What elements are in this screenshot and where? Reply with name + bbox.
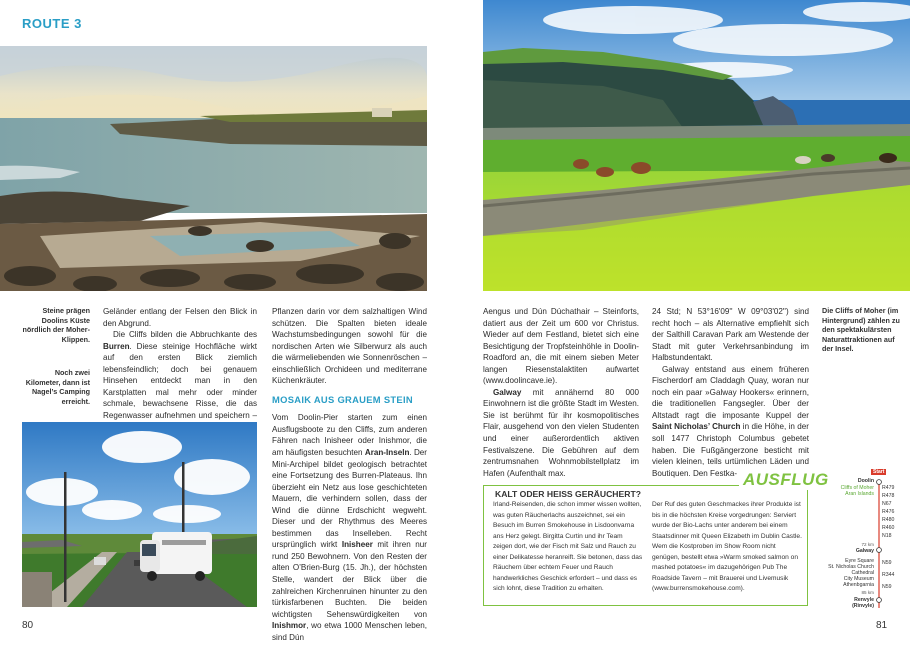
paragraph: Vom Doolin-Pier starten zum einen Ausflugsboote zu den Cliffs, zum anderen Fähren nach Inisheer oder Inishmor, die am häufigsten besuchten Aran-Inseln. Der Mini-Archipel bildet geologisch betrachtet eine Fortsetzung des Burren-Plateaus. Ihn überzieht ein Netz aus lose geschichteten Mauern, die verhindern sollen, dass der Wind die dünne Erdschicht wegweht. Dieser und der Rhythmus des Meeres bestimmen das Inselleben. Recht ursprünglich wirkt Inisheer mit ihren nur rund 250 Bewohnern. Von den Resten der alten O’Brien-Burg (15. Jh.), der höchsten Stelle, wandert der Blick über die zahlreichen Kirchenruinen hinunter zu den türkisfarbenen Buchten. Die beiden wichtigsten Sehenswürdigkeiten von Inishmor, wo etwa 1000 Menschen leben, sind Dún bbox=[272, 413, 427, 642]
page-number-left: 80 bbox=[22, 620, 34, 631]
route-road: R476 bbox=[882, 509, 895, 515]
cliffs-of-moher-image bbox=[483, 0, 910, 291]
route-road: N59 bbox=[882, 584, 892, 590]
paragraph: Galway mit annähernd 80 000 Einwohnern ist die größte Stadt im Westen. Sie ist berühmt für ihr kosmopolitisches Flair, ausgehend von den vielen Studenten und einer außerordentlich aktiven Festivalszene. Die Gebühren auf dem zentrumsnahen Wohnmobilstellplatz im Hafen (Aufenthalt max. bbox=[483, 387, 639, 478]
route-sight: St. Nicholas Church bbox=[828, 564, 874, 570]
road-camper-photo bbox=[22, 422, 257, 607]
section-heading: MOSAIK AUS GRAUEM STEIN bbox=[272, 393, 413, 405]
route-sight: Cathedral bbox=[851, 570, 874, 576]
paragraph: 24 Std; N 53°16'09'' W 09°03'02'') sind recht hoch – als Alternative empfiehlt sich der Salthill Caravan Park am Westende der Stadt mit guter Verkehrsanbindung im Halbstundentakt. bbox=[652, 307, 809, 363]
cliffs-of-moher-photo bbox=[483, 0, 910, 291]
route-map bbox=[828, 468, 895, 618]
route-stop-doolin: Doolin bbox=[857, 478, 874, 484]
box-text-right: Der Ruf des guten Geschmackes ihrer Produkte ist bis in die höchsten Kreise vorgedrungen: Serviert wurde der Bio-Lachs unter anderem bei einem Staatsdinner mit Queen Elizabeth im Dublin Castle. Wem die Kostproben im Show Room nicht genügen, bestellt etwa »Warm smoked salmon on mashed potatoes« im dazugehörigen Pub The Roadside Tavern – mit Brauerei und Livemusik (www.burrensmokehouse.com). bbox=[652, 501, 802, 592]
route-road: R344 bbox=[882, 572, 895, 578]
route-road: R479 bbox=[882, 485, 895, 491]
paragraph: Galway entstand aus einem früheren Fischerdorf am Claddagh Quay, woran nur noch ein paar »Galway Hookers« erinnern, die traditionellen Fangsegler. Über der Altstadt ragt die imposante Kuppel der Saint Nicholas’ Church in die Höhe, in der soll 1477 Christoph Columbus gebetet haben. Die Fußgängerzone besticht mit vielen kleinen, teils urtümlichen Läden und Boutiquen. Den Festka- bbox=[652, 364, 809, 478]
route-road: N67 bbox=[882, 501, 892, 507]
caption-coast: Steine prägen Doolins Küste nördlich der Moher-Klippen. bbox=[22, 306, 90, 344]
paragraph: Die Cliffs bilden die Abbruchkante des Burren. Diese steinige Hochfläche wirkt auf den ersten Blick ziemlich lebensfeindlich; doch bei genauem Hinsehen entdeckt man in den Karstplatten mal mehr oder minder schmale, bewachsene Risse, die das Regenwasser aufnehmen und speichern – bbox=[103, 330, 257, 420]
text-column-2 bbox=[272, 306, 427, 643]
caption-cliffs: Die Cliffs of Moher (im Hintergrund) zählen zu den spektakulärsten Naturattraktionen auf der Insel. bbox=[822, 306, 900, 354]
route-stop-renvyle-alt: (Rinvyle) bbox=[852, 603, 874, 609]
doolin-coast-image bbox=[0, 46, 427, 291]
route-sight: Aran Islands bbox=[845, 491, 874, 497]
box-title: KALT ODER HEISS GERÄUCHERT? bbox=[495, 489, 641, 499]
route-road: R478 bbox=[882, 493, 895, 499]
road-camper-image bbox=[22, 422, 257, 607]
route-stop-renvyle: Renvyle bbox=[854, 597, 874, 603]
ausflug-label: AUSFLUG bbox=[739, 470, 833, 490]
paragraph: Aengus und Dún Dúchathair – Steinforts, datiert aus der Zeit um 600 vor Christus. Wieder auf dem Festland, bietet sich eine Besichtigung der Tropfsteinhöhle in Doolin-Roadford an, die mit einem sieben Meter langen Riesenstalaktiten aufwartet (www.doolincave.ie). bbox=[483, 307, 639, 386]
route-road: N59 bbox=[882, 560, 892, 566]
route-road: N18 bbox=[882, 533, 892, 539]
route-sight: Cliffs of Moher bbox=[840, 485, 874, 491]
caption-road: Noch zwei Kilometer, dann ist Nagel’s Camping erreicht. bbox=[25, 368, 90, 406]
route-distance: 85 km bbox=[861, 590, 874, 595]
route-stop-galway: Galway bbox=[855, 548, 874, 554]
route-distance: 72 km bbox=[861, 542, 874, 547]
text-column-3 bbox=[483, 306, 639, 479]
route-road: R460 bbox=[882, 525, 895, 531]
route-road: R480 bbox=[882, 517, 895, 523]
page-number-right: 81 bbox=[876, 620, 888, 631]
paragraph: Pflanzen darin vor dem salzhaltigen Wind schützen. Die Spalten bieten ideale Wachstumsbedingungen sowohl für die nordischen Arten wie Silberwurz als auch die wärmeliebenden wie Sonnenröschen – einschließlich Orchideen und mediterrane Küchenkräuter. bbox=[272, 307, 427, 386]
start-badge: Start bbox=[873, 469, 885, 475]
text-column-4 bbox=[652, 306, 809, 479]
box-text-left: Irland-Reisenden, die schon immer wissen wollten, was guten Räucherlachs auszeichnet, sei ein Besuch im Burren Smokehouse in Lisdoonvarna ans Herz gelegt. Birgitta Curtin und ihr Team zeigen dort, wie der Fisch mit Salz und Rauch zu einer Delikatesse heranreift. Sie betonen, dass das Räuchern über echtem Feuer und Rauch handwerkliches Geschick erfordert – und dass es sich lohnt, diese Tradition zu erhalten. bbox=[493, 501, 643, 592]
route-sight: Eyre Square bbox=[845, 558, 874, 564]
text-column-1 bbox=[103, 306, 257, 433]
paragraph: Geländer entlang der Felsen den Blick in den Abgrund. bbox=[103, 307, 257, 328]
route-sight: Athenbgarnia bbox=[843, 582, 874, 588]
route-sight: City Museum bbox=[843, 576, 874, 582]
route-label: ROUTE 3 bbox=[22, 16, 82, 31]
doolin-coast-photo bbox=[0, 46, 427, 291]
